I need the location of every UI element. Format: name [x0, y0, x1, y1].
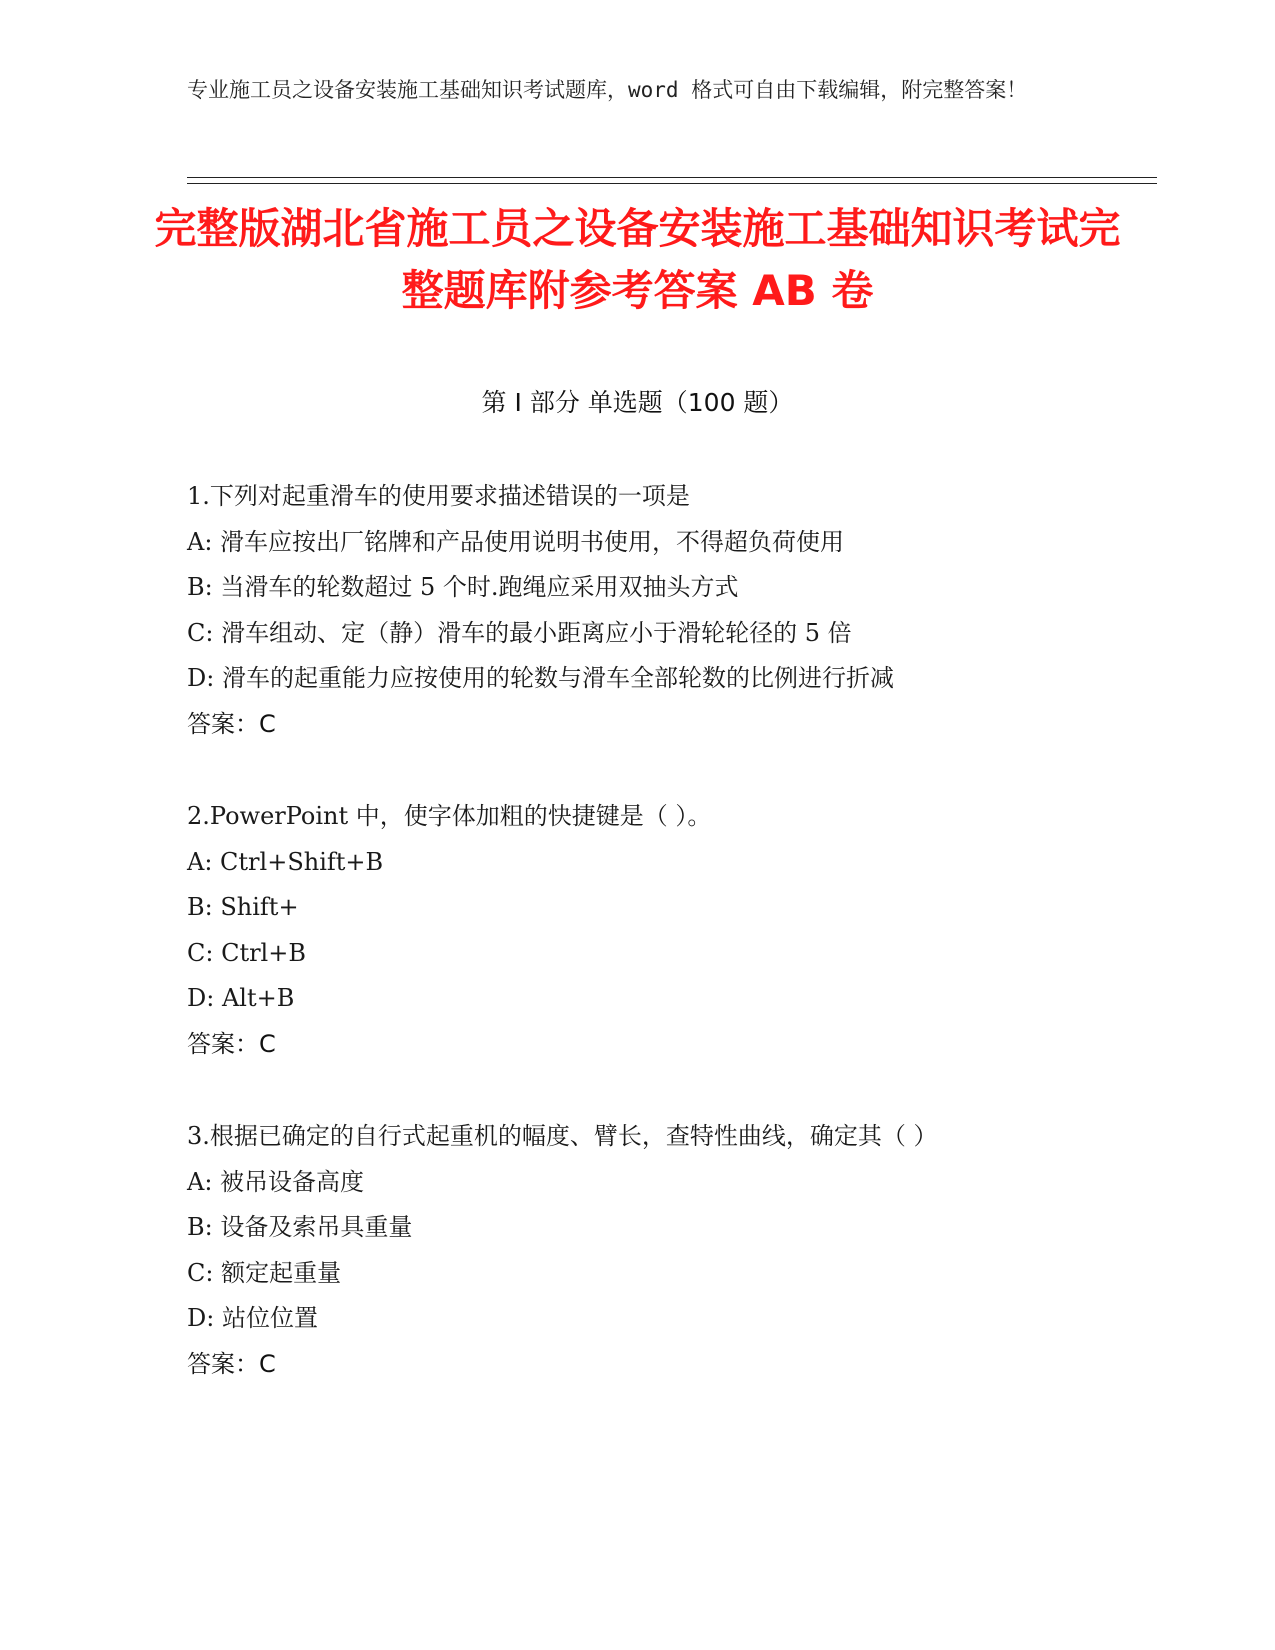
option-d: D: 站位位置 [187, 1304, 318, 1332]
option-c: C: 滑车组动、定（静）滑车的最小距离应小于滑轮轮径的 5 倍 [187, 618, 852, 647]
option-c: C: 额定起重量 [187, 1258, 342, 1287]
header-rule-top [187, 177, 1157, 178]
option-d: D: Alt+B [187, 984, 295, 1012]
option-b: B: 设备及索吊具重量 [187, 1213, 413, 1241]
question-text: 1.下列对起重滑车的使用要求描述错误的一项是 [187, 482, 690, 510]
section-heading: 第 I 部分 单选题（100 题） [481, 388, 794, 417]
question-text: 2.PowerPoint 中，使字体加粗的快捷键是（ ）。 [187, 802, 712, 830]
document-title: 完整版湖北省施工员之设备安装施工基础知识考试完整题库附参考答案 AB 卷 [154, 204, 1121, 315]
option-b: B: Shift+ [187, 893, 299, 921]
answer-text: 答案：C [187, 1349, 276, 1378]
question-item [187, 474, 1067, 747]
header-note: 专业施工员之设备安装施工基础知识考试题库，word 格式可自由下载编辑，附完整答案！ [187, 78, 1028, 102]
answer-text: 答案：C [187, 709, 276, 738]
option-c: C: Ctrl+B [187, 938, 306, 967]
option-a: A: 被吊设备高度 [187, 1167, 365, 1196]
question-item [187, 1114, 1067, 1387]
question-text: 3.根据已确定的自行式起重机的幅度、臂长，查特性曲线，确定其（ ） [187, 1122, 938, 1150]
option-b: B: 当滑车的轮数超过 5 个时.跑绳应采用双抽头方式 [187, 573, 739, 601]
option-a: A: Ctrl+Shift+B [187, 847, 384, 876]
question-list [187, 474, 1067, 1434]
question-item [187, 794, 1067, 1067]
header-rule-bottom [187, 183, 1157, 184]
answer-text: 答案：C [187, 1029, 276, 1058]
option-d: D: 滑车的起重能力应按使用的轮数与滑车全部轮数的比例进行折减 [187, 664, 894, 692]
option-a: A: 滑车应按出厂铭牌和产品使用说明书使用，不得超负荷使用 [187, 527, 845, 556]
